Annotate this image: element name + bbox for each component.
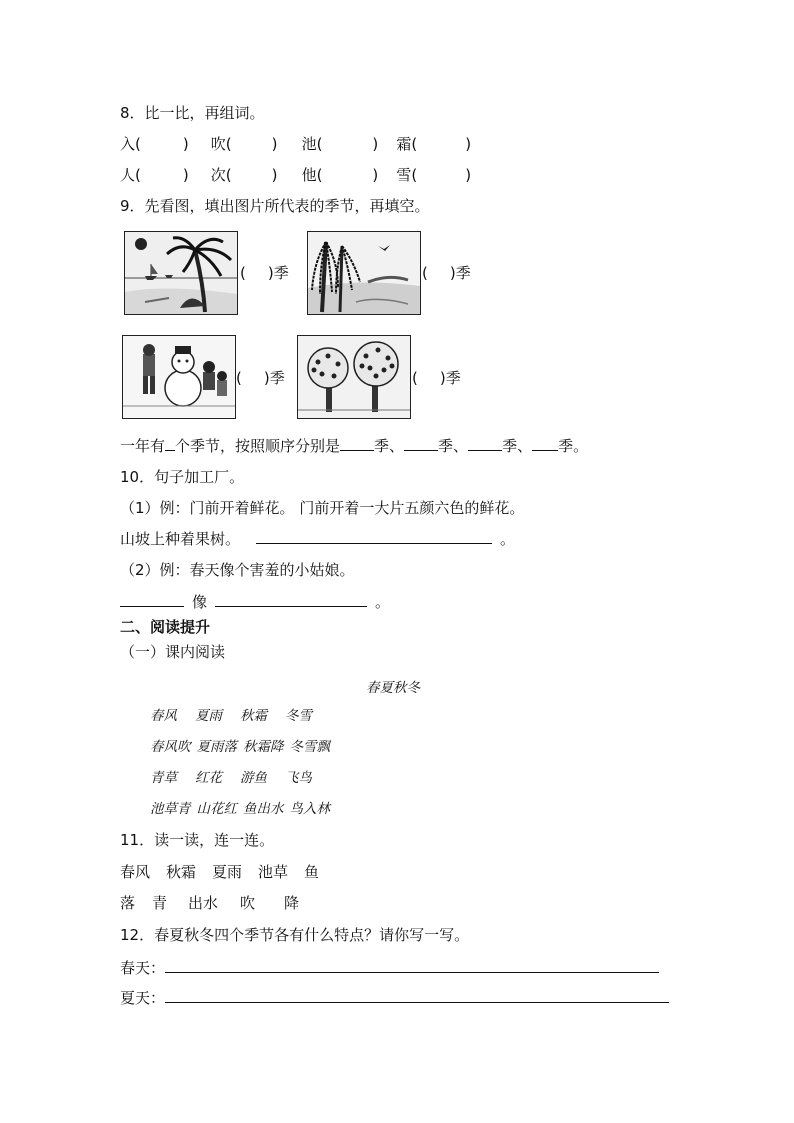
q9-fill-line: 一年有 个季节，按照顺序分别是 季、 季、 季、 季。 (120, 437, 589, 455)
match-item-top[interactable]: 秋霜 (166, 863, 197, 881)
q10-sentence-2: 像 。 (120, 592, 390, 612)
q10-answer-subject[interactable] (120, 592, 184, 607)
season-blank-4: ( )季 (412, 369, 461, 387)
q8-item: 次( ) (210, 166, 278, 184)
section-subtitle: （一）课内阅读 (120, 643, 226, 661)
match-item-bottom[interactable]: 青 (152, 894, 168, 912)
q8-item: 雪( ) (396, 166, 472, 184)
match-item-top[interactable]: 池草 (258, 863, 289, 881)
blank-season-4[interactable] (532, 436, 558, 451)
match-item-bottom[interactable]: 落 (120, 894, 136, 912)
season-blank-1: ( )季 (240, 264, 289, 282)
blank-count[interactable] (165, 436, 175, 451)
q8-item: 吹( ) (210, 135, 278, 153)
season-blank-2: ( )季 (422, 264, 471, 282)
match-item-bottom[interactable]: 吹 (240, 894, 256, 912)
q8-row1 (120, 134, 471, 154)
match-item-top[interactable]: 春风 (120, 863, 151, 881)
summer-answer-line[interactable] (165, 988, 669, 1003)
q10-title: 10．句子加工厂。 (120, 468, 245, 486)
q11-top-row (120, 862, 319, 882)
match-item-top[interactable]: 鱼 (304, 863, 320, 881)
match-item-top[interactable]: 夏雨 (212, 863, 243, 881)
blank-season-3[interactable] (468, 436, 502, 451)
q11-title: 11．读一读，连一连。 (120, 831, 275, 849)
q12-spring-row: 春天： (120, 958, 659, 978)
q12-summer-row: 夏天： (120, 988, 669, 1008)
season-blank-3: ( )季 (236, 369, 285, 387)
willow-picture (307, 231, 421, 315)
q10-example-2: （2）例：春天像个害羞的小姑娘。 (120, 561, 355, 579)
q8-item: 他( ) (301, 166, 379, 184)
snowman-picture (122, 335, 236, 419)
q8-item: 人( ) (120, 166, 189, 184)
q10-answer-object[interactable] (215, 592, 367, 607)
blank-season-1[interactable] (340, 436, 374, 451)
q8-title: 8．比一比，再组词。 (120, 104, 265, 122)
poem-line-2: 春风吹 夏雨落 秋霜降 冬雪飘 (150, 739, 330, 755)
q10-answer-1[interactable] (256, 529, 492, 544)
fruit-tree-picture (297, 335, 411, 419)
q10-example-1: （1）例：门前开着鲜花。 门前开着一大片五颜六色的鲜花。 (120, 499, 525, 517)
q9-title: 9．先看图，填出图片所代表的季节，再填空。 (120, 197, 430, 215)
poem-line-1: 春风 夏雨 秋霜 冬雪 (150, 708, 312, 724)
blank-season-2[interactable] (404, 436, 438, 451)
q12-title: 12．春夏秋冬四个季节各有什么特点？请你写一写。 (120, 926, 470, 944)
q8-item: 入( ) (120, 135, 189, 153)
q8-row2 (120, 165, 471, 185)
poem-line-4: 池草青 山花红 鱼出水 鸟入林 (150, 801, 330, 817)
section-title: 二、阅读提升 (120, 618, 211, 636)
q8-item: 霜( ) (396, 135, 472, 153)
spring-answer-line[interactable] (165, 958, 659, 973)
q11-bottom-row (120, 893, 299, 913)
match-item-bottom[interactable]: 出水 (188, 894, 219, 912)
poem-line-3: 青草 红花 游鱼 飞鸟 (150, 770, 312, 786)
beach-picture (124, 231, 238, 315)
poem-title: 春夏秋冬 (366, 680, 420, 696)
q8-item: 池( ) (301, 135, 379, 153)
match-item-bottom[interactable]: 降 (284, 894, 300, 912)
q10-sentence-1: 山坡上种着果树。 。 (120, 530, 516, 548)
